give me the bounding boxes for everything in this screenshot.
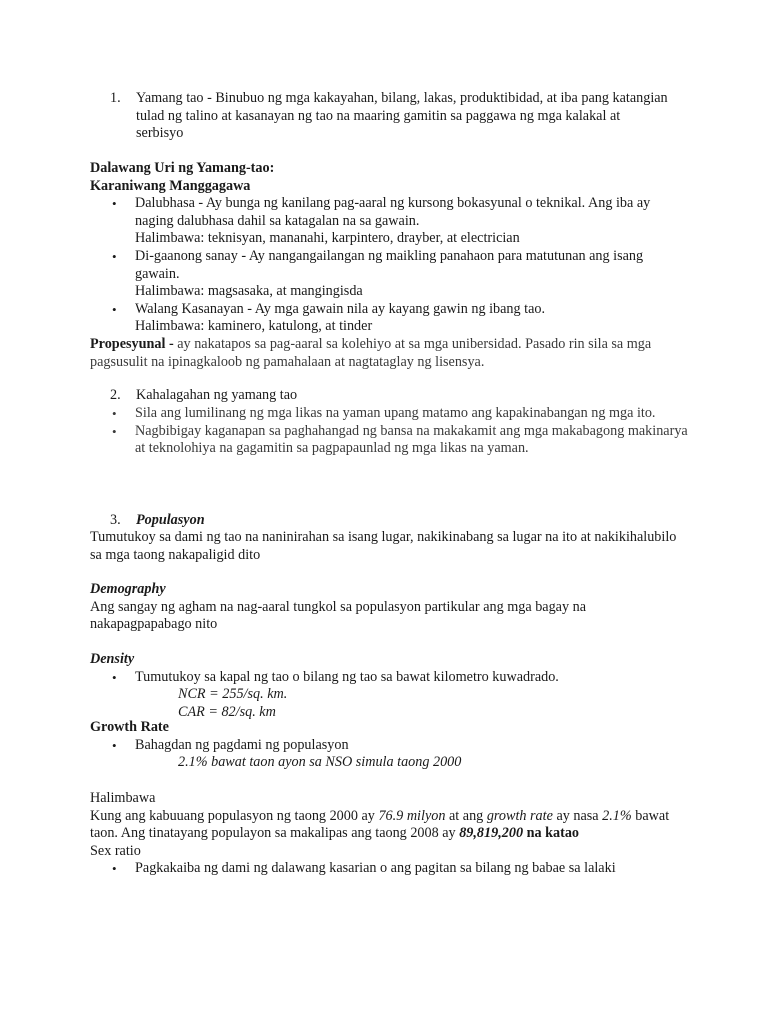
text-run: bawat taon. Ang tinatayang populayon sa makalipas ang taong 2008 ay xyxy=(90,807,670,842)
list-item xyxy=(90,669,690,687)
bullet-icon: • xyxy=(112,248,117,264)
bullet-icon: • xyxy=(112,423,117,439)
propesyunal-label: Propesyunal - xyxy=(90,335,174,352)
section-heading: Demography xyxy=(90,581,166,597)
list-item xyxy=(90,195,690,248)
numbered-item-1 xyxy=(110,90,670,143)
bullet-text: Bahagdan ng pagdami ng populasyon xyxy=(135,736,349,753)
numbered-item-2 xyxy=(110,387,670,405)
bullet-example: Halimbawa: kaminero, katulong, at tinder xyxy=(135,318,373,335)
uri-section xyxy=(90,160,690,371)
density-section xyxy=(90,651,690,721)
item-number: 1. xyxy=(110,90,121,106)
bullet-icon: • xyxy=(112,301,117,317)
list-item xyxy=(90,405,690,423)
bullet-icon: • xyxy=(112,861,117,877)
bullet-icon: • xyxy=(112,406,117,421)
bullet-text: Pagkakaiba ng dami ng dalawang kasarian o ang pagitan sa bilang ng babae sa lalaki xyxy=(135,860,616,877)
bullet-icon: • xyxy=(112,196,117,212)
growth-section xyxy=(90,719,690,772)
list-item xyxy=(90,301,690,336)
section-heading: Density xyxy=(90,651,135,667)
car-value: CAR = 82/sq. km xyxy=(178,703,276,720)
bullet-text: Nagbibigay kaganapan sa paghahangad ng bansa na makakamit ang mga makabagong makinarya at teknolohiya na gagamitin sa pagpapaunlad ng mga likas na yaman. xyxy=(135,422,688,457)
projected-population: 89,819,200 xyxy=(459,825,524,842)
list-item xyxy=(90,860,680,878)
item-number: 3. xyxy=(110,512,121,528)
sub-heading: Karaniwang Manggagawa xyxy=(90,177,251,194)
text-run: ay nasa xyxy=(552,807,603,824)
halimbawa-section xyxy=(90,790,680,878)
sex-ratio-label: Sex ratio xyxy=(90,842,141,859)
text-run: Kung ang kabuuang populasyon ng taong 2000 ay xyxy=(90,807,379,824)
list-item xyxy=(90,248,690,301)
section-text: Ang sangay ng agham na nag-aaral tungkol sa populasyon partikular ang mga bagay na nakapagpapabago nito xyxy=(90,598,587,633)
numbered-item-3 xyxy=(110,512,670,530)
bullet-icon: • xyxy=(112,669,117,685)
text-run: na katao xyxy=(523,825,580,842)
list-item xyxy=(90,423,690,458)
ncr-value: NCR = 255/sq. km. xyxy=(178,686,288,703)
bullet-text: Dalubhasa - Ay bunga ng kanilang pag-aaral ng kursong bokasyunal o teknikal. Ang iba ay naging dalubhasa dahil sa katagalan na sa gawain. xyxy=(135,195,651,229)
section-heading: Growth Rate xyxy=(90,719,169,735)
propesyunal-text: ay nakatapos sa pag-aaral sa kolehiyo at sa mga unibersidad. Pasado rin sila sa mga pagsusulit na ipinagkaloob ng pamahalaan at nagtataglay ng lisensya. xyxy=(90,335,652,370)
item-text: Kahalagahan ng yamang tao xyxy=(136,387,298,403)
section-heading: Dalawang Uri ng Yamang-tao: xyxy=(90,160,275,176)
halimbawa-label: Halimbawa xyxy=(90,790,156,806)
bullet-text: Sila ang lumilinang ng mga likas na yaman upang matamo ang kapakinabangan ng mga ito. xyxy=(135,405,656,421)
growth-rate-value: 2.1% bawat taon ayon sa NSO simula taong 2000 xyxy=(178,754,462,771)
item-number: 2. xyxy=(110,387,121,403)
demography-section xyxy=(90,581,690,634)
kahalagahan-list xyxy=(90,405,690,458)
bullet-text: Walang Kasanayan - Ay mga gawain nila ay kayang gawin ng ibang tao. xyxy=(135,300,546,317)
item-text: Yamang tao - Binubuo ng mga kakayahan, bilang, lakas, produktibidad, at iba pang katangian tulad ng talino at kasanayan ng tao na maaring gamitin sa paggawa ng mga kalakal at serbisyo xyxy=(136,90,668,142)
propesyunal-paragraph xyxy=(90,336,690,371)
bullet-example: Halimbawa: magsasaka, at mangingisda xyxy=(135,283,363,300)
bullet-text: Di-gaanong sanay - Ay nangangailangan ng maikling panahaon para matutunan ang isang gawain. xyxy=(135,247,644,282)
list-item xyxy=(90,737,690,755)
bullet-text: Tumutukoy sa kapal ng tao o bilang ng tao sa bawat kilometro kuwadrado. xyxy=(135,668,559,685)
growth-rate-term: growth rate xyxy=(486,807,553,824)
text-run: at ang xyxy=(445,807,487,824)
item-title: Populasyon xyxy=(136,512,205,528)
bullet-example: Halimbawa: teknisyan, mananahi, karpintero, drayber, at electrician xyxy=(135,230,520,247)
population-value: 76.9 milyon xyxy=(378,807,446,824)
rate-value: 2.1% xyxy=(602,807,632,824)
bullet-icon: • xyxy=(112,737,117,753)
populasyon-definition: Tumutukoy sa dami ng tao na naninirahan sa isang lugar, nakikinabang sa lugar na ito at nakikihalubilo sa mga taong nakapaligid dito xyxy=(90,529,677,563)
halimbawa-paragraph xyxy=(90,808,680,843)
